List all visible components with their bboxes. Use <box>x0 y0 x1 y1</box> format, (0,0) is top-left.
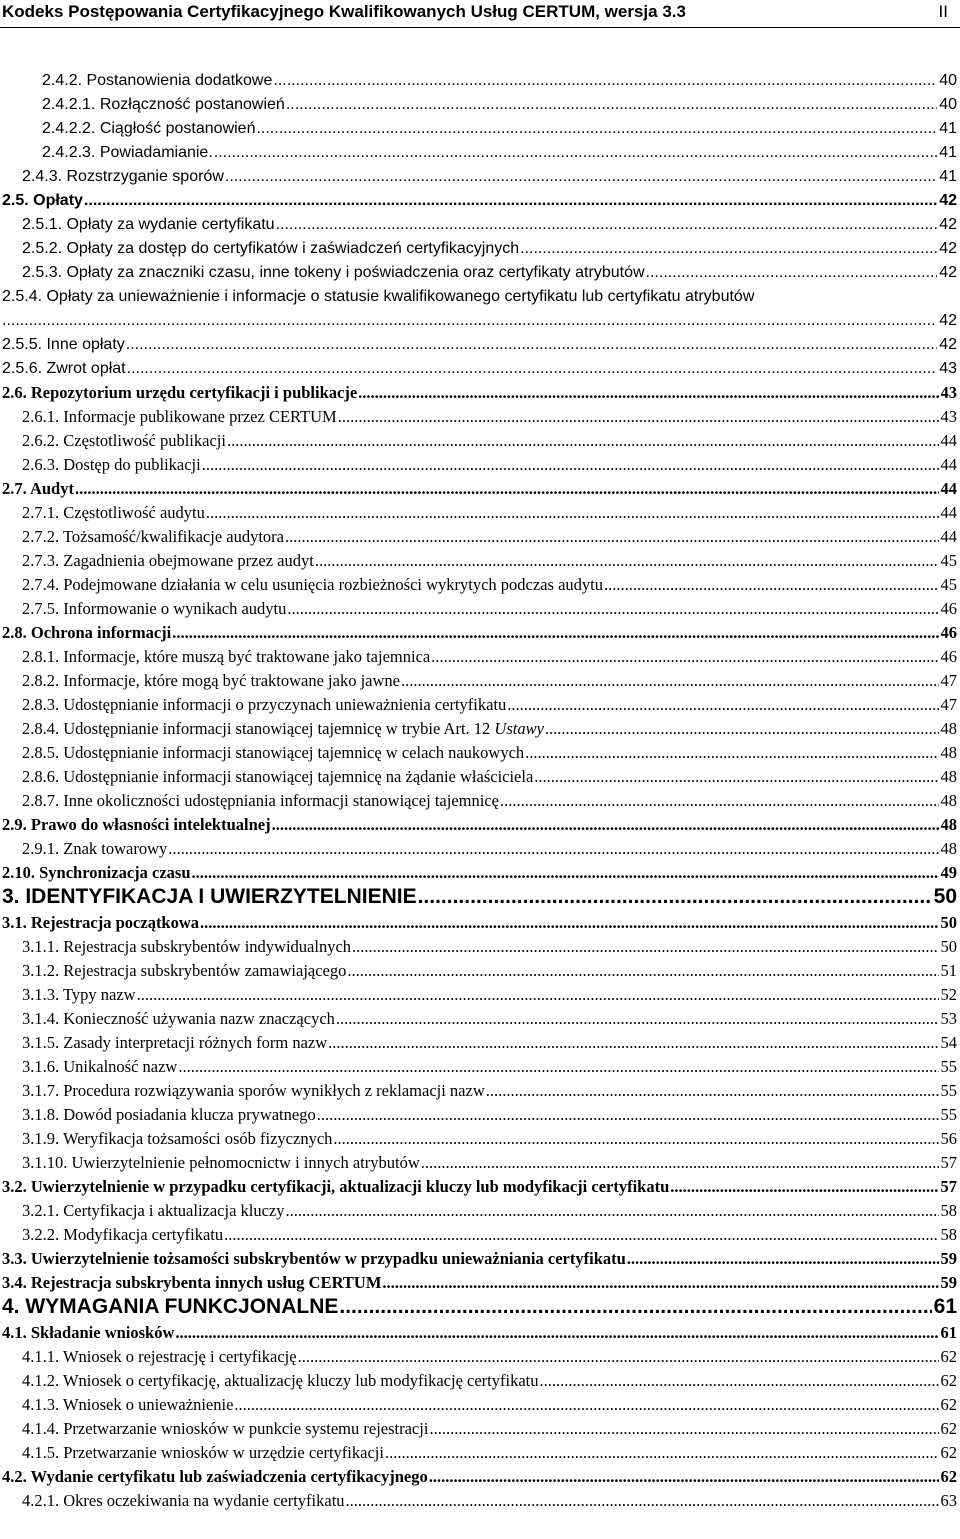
toc-entry-page: 40 <box>939 96 957 113</box>
toc-entry-page: 61 <box>933 1295 957 1318</box>
toc-entry-title: 3.2. Uwierzytelnienie w przypadku certyfikacji, aktualizacji kluczy lub modyfikacji certyfikatu <box>2 1177 670 1196</box>
toc-entry-page: 55 <box>940 1081 957 1100</box>
toc-entry-page: 48 <box>940 743 957 762</box>
dot-leader <box>545 718 939 739</box>
toc-entry[interactable] <box>22 936 957 957</box>
toc-entry-title: 4.2.1. Okres oczekiwania na wydanie certyfikatu <box>22 1491 345 1510</box>
toc-entry-page: 50 <box>940 937 957 956</box>
toc-entry-title: 3.1.6. Unikalność nazw <box>22 1057 178 1076</box>
dot-leader <box>429 1466 939 1487</box>
dot-leader <box>137 984 939 1005</box>
dot-leader <box>431 646 938 667</box>
toc-entry-title: 3.1.4. Konieczność używania nazw znaczących <box>22 1009 335 1028</box>
toc-entry-page: 45 <box>940 575 957 594</box>
toc-entry-title: 4.1.1. Wniosek o rejestrację i certyfikację <box>22 1347 297 1366</box>
toc-entry[interactable] <box>22 550 957 571</box>
dot-leader <box>338 406 939 427</box>
dot-leader <box>401 670 939 691</box>
toc-entry[interactable] <box>42 94 957 115</box>
dot-leader <box>627 1248 939 1269</box>
toc-entry-page: 57 <box>940 1177 957 1196</box>
dot-leader <box>646 262 938 283</box>
dot-leader <box>273 70 937 91</box>
toc-entry-page: 49 <box>940 863 957 882</box>
toc-entry-page: 58 <box>940 1225 957 1244</box>
toc-entry-page: 43 <box>939 360 957 377</box>
dot-leader <box>347 960 938 981</box>
toc-entry[interactable] <box>2 622 957 643</box>
dot-leader <box>429 1418 938 1439</box>
toc-entry[interactable] <box>2 358 957 379</box>
dot-leader <box>670 1176 938 1197</box>
toc-entry-title: 3.1.1. Rejestracja subskrybentów indywidualnych <box>22 937 352 956</box>
toc-entry[interactable] <box>22 718 957 739</box>
dot-leader <box>256 118 937 139</box>
toc-entry-title: 2.5.5. Inne opłaty <box>2 336 125 353</box>
toc-entry-title: 4.1.5. Przetwarzanie wniosków w urzędzie certyfikacji <box>22 1443 384 1462</box>
dot-leader <box>525 742 938 763</box>
toc-entry-page: 43 <box>940 407 957 426</box>
toc-entry-title: 2.4.2.3. Powiadamianie. <box>42 144 213 161</box>
toc-entry[interactable] <box>2 190 957 211</box>
dot-leader <box>276 214 938 235</box>
toc-entry-title: 2.6.1. Informacje publikowane przez CERTUM <box>22 407 337 426</box>
toc-entry[interactable] <box>22 1442 957 1463</box>
toc-entry[interactable] <box>22 1490 957 1511</box>
toc-entry-page: 55 <box>940 1057 957 1076</box>
toc-entry-page: 50 <box>940 913 957 932</box>
dot-leader <box>507 694 938 715</box>
dot-leader <box>285 526 938 547</box>
toc-entry[interactable] <box>42 142 957 163</box>
toc-entry-page: 44 <box>940 431 957 450</box>
toc-entry-title: 3.1.8. Dowód posiadania klucza prywatnego <box>22 1105 316 1124</box>
dot-leader <box>227 430 939 451</box>
toc-entry-page: 42 <box>939 264 957 281</box>
toc-entry-title: 2.6.2. Częstotliwość publikacji <box>22 431 226 450</box>
toc-entry-page: 42 <box>939 312 957 329</box>
toc-entry-title: 4.1.4. Przetwarzanie wniosków w punkcie systemu rejestracji <box>22 1419 429 1438</box>
dot-leader <box>382 1272 938 1293</box>
dot-leader <box>421 1152 939 1173</box>
page-header <box>0 0 960 29</box>
toc-entry-title: 2.7. Audyt <box>2 479 74 498</box>
dot-leader <box>178 1056 938 1077</box>
toc-entry-page: 52 <box>940 985 957 1004</box>
toc-entry-title: 2.5. Opłaty <box>2 192 83 209</box>
toc-entry-title: 3.1. Rejestracja początkowa <box>2 913 200 932</box>
toc-entry-page: 62 <box>940 1467 957 1486</box>
dot-leader <box>75 478 939 499</box>
toc-entry-page: 50 <box>933 885 957 908</box>
toc-entry-page: 62 <box>940 1371 957 1390</box>
toc-entry[interactable] <box>22 1418 957 1439</box>
dot-leader <box>202 454 939 475</box>
toc-entry[interactable] <box>42 118 957 139</box>
toc-entry-title: 2.7.3. Zagadnienia obejmowane przez audyt <box>22 551 314 570</box>
toc-entry-page: 41 <box>939 120 957 137</box>
toc-entry-title: 2.7.4. Podejmowane działania w celu usunięcia rozbieżności wykrytych podczas audytu <box>22 575 603 594</box>
toc-entry-page: 48 <box>940 767 957 786</box>
toc-entry-page: 48 <box>940 839 957 858</box>
toc-entry-title: 2.8.1. Informacje, które muszą być traktowane jako tajemnica <box>22 647 431 666</box>
toc-entry-page: 45 <box>940 551 957 570</box>
toc-entry-italic: Ustawy <box>494 719 544 738</box>
dot-leader <box>126 334 937 355</box>
toc-entry[interactable] <box>22 526 957 547</box>
toc-entry-page: 62 <box>940 1443 957 1462</box>
toc-entry-page: 46 <box>940 647 957 666</box>
toc-entry[interactable] <box>2 1176 957 1197</box>
dot-leader <box>336 1008 939 1029</box>
toc-entry-page: 56 <box>940 1129 957 1148</box>
dot-leader <box>172 622 938 643</box>
toc-entry[interactable] <box>2 310 957 331</box>
toc-entry[interactable] <box>22 238 957 259</box>
toc-entry-page: 55 <box>940 1105 957 1124</box>
dot-leader <box>317 1104 939 1125</box>
dot-leader <box>534 766 938 787</box>
dot-leader <box>287 598 938 619</box>
toc-entry[interactable] <box>22 838 957 859</box>
toc-entry-title: 3.1.2. Rejestracja subskrybentów zamawiającego <box>22 961 347 980</box>
toc-entry-page: 44 <box>940 503 957 522</box>
toc-entry[interactable] <box>22 984 957 1005</box>
dot-leader <box>225 166 937 187</box>
toc-entry[interactable] <box>22 790 957 811</box>
toc-entry-title: 2.8.2. Informacje, które mogą być traktowane jako jawne <box>22 671 400 690</box>
toc-entry[interactable] <box>2 912 957 933</box>
toc-entry[interactable] <box>22 214 957 235</box>
toc-entry-page: 48 <box>940 719 957 738</box>
toc-entry-page: 62 <box>940 1347 957 1366</box>
toc-entry[interactable] <box>22 1056 957 1077</box>
toc-entry-title: 3.1.3. Typy nazw <box>22 985 136 1004</box>
toc-entry-title: 4.1.3. Wniosek o unieważnienie <box>22 1395 234 1414</box>
toc-entry-page: 54 <box>940 1033 957 1052</box>
toc-entry-title: 2.5.3. Opłaty za znaczniki czasu, inne tokeny i poświadczenia oraz certyfikaty atrybutów <box>22 264 645 281</box>
toc-entry[interactable] <box>22 694 957 715</box>
dot-leader <box>168 838 938 859</box>
toc-entry-title: 3. IDENTYFIKACJA I UWIERZYTELNIENIE <box>2 885 417 908</box>
toc-entry-page: 51 <box>940 961 957 980</box>
toc-entry-title: 2.9.1. Znak towarowy <box>22 839 168 858</box>
toc-entry-title: 2.5.1. Opłaty za wydanie certyfikatu <box>22 216 275 233</box>
toc-entry-page: 42 <box>939 216 957 233</box>
header-rule <box>0 27 960 28</box>
toc-entry-title: 4.2. Wydanie certyfikatu lub zaświadczenia certyfikacyjnego <box>2 1467 428 1486</box>
toc-entry[interactable] <box>22 574 957 595</box>
toc-entry-title: 3.3. Uwierzytelnienie tożsamości subskrybentów w przypadku unieważniania certyfikatu <box>2 1249 626 1268</box>
toc-entry[interactable] <box>2 286 957 307</box>
toc-entry-page: 44 <box>940 527 957 546</box>
dot-leader <box>175 1322 938 1343</box>
dot-leader <box>298 1346 939 1367</box>
dot-leader <box>84 190 937 211</box>
toc-entry-title: 2.7.5. Informowanie o wynikach audytu <box>22 599 287 618</box>
dot-leader <box>286 94 937 115</box>
toc-entry-title: 2.8.5. Udostępnianie informacji stanowiącej tajemnicę w celach naukowych <box>22 743 525 762</box>
toc-entry[interactable] <box>22 430 957 451</box>
toc-entry-title: 3.1.7. Procedura rozwiązywania sporów wynikłych z reklamacji nazw <box>22 1081 485 1100</box>
toc-entry[interactable] <box>22 1224 957 1245</box>
toc-entry-page: 46 <box>940 599 957 618</box>
toc-entry-title: 3.2.2. Modyfikacja certyfikatu <box>22 1225 224 1244</box>
toc-entry[interactable] <box>22 646 957 667</box>
toc-entry-page: 46 <box>940 623 957 642</box>
toc-entry[interactable] <box>22 1128 957 1149</box>
toc-entry[interactable] <box>22 1370 957 1391</box>
toc-entry[interactable] <box>22 1032 957 1053</box>
dot-leader <box>2 310 937 331</box>
toc-entry-title: 4.1. Składanie wniosków <box>2 1323 175 1342</box>
toc-entry-title: 2.8.7. Inne okoliczności udostępniania informacji stanowiącej tajemnicę <box>22 791 499 810</box>
toc-entry[interactable] <box>2 884 957 910</box>
toc-entry-title: 2.4.2.2. Ciągłość postanowień <box>42 120 256 137</box>
document-title: Kodeks Postępowania Certyfikacyjnego Kwalifikowanych Usług CERTUM, wersja 3.3 <box>2 2 686 21</box>
toc-entry-page: 62 <box>940 1395 957 1414</box>
dot-leader <box>234 1394 938 1415</box>
toc-entry-page: 42 <box>939 192 957 209</box>
toc-entry[interactable] <box>22 1008 957 1029</box>
toc-entry-page: 40 <box>939 72 957 89</box>
toc-entry[interactable] <box>22 262 957 283</box>
dot-leader <box>486 1080 939 1101</box>
toc-entry-title: 4.1.2. Wniosek o certyfikację, aktualizację kluczy lub modyfikację certyfikatu <box>22 1371 539 1390</box>
dot-leader <box>214 142 937 163</box>
toc-entry-page: 44 <box>940 455 957 474</box>
toc-entry[interactable] <box>2 382 957 403</box>
toc-entry-page: 58 <box>940 1201 957 1220</box>
dot-leader <box>286 1200 939 1221</box>
dot-leader <box>346 1490 939 1511</box>
toc-entry[interactable] <box>22 454 957 475</box>
toc-entry-page: 48 <box>940 815 957 834</box>
toc-entry-title: 2.5.6. Zwrot opłat <box>2 360 126 377</box>
dot-leader <box>604 574 939 595</box>
dot-leader <box>352 936 938 957</box>
toc-entry-title: 2.6.3. Dostęp do publikacji <box>22 455 201 474</box>
toc-entry[interactable] <box>2 334 957 355</box>
toc-entry-page: 44 <box>940 479 957 498</box>
toc-entry-title: 2.8.6. Udostępnianie informacji stanowiącej tajemnicę na żądanie właściciela <box>22 767 534 786</box>
toc-entry-title: 2.7.2. Tożsamość/kwalifikacje audytora <box>22 527 285 546</box>
toc-entry-title: 2.7.1. Częstotliwość audytu <box>22 503 205 522</box>
toc-entry[interactable] <box>22 670 957 691</box>
toc-entry-title: 2.8.4. Udostępnianie informacji stanowiącej tajemnicę w trybie Art. 12 Ustawy <box>22 719 544 738</box>
toc-entry[interactable] <box>22 1104 957 1125</box>
toc-entry-page: 61 <box>940 1323 957 1342</box>
toc-entry-page: 48 <box>940 791 957 810</box>
toc-entry[interactable] <box>22 406 957 427</box>
toc-entry-page: 57 <box>940 1153 957 1172</box>
dot-leader <box>500 790 939 811</box>
toc-entry-page: 47 <box>940 695 957 714</box>
dot-leader <box>358 382 938 403</box>
toc-entry-title: 2.5.4. Opłaty za unieważnienie i informacje o statusie kwalifikowanego certyfikatu lub certyfikatu atrybutów <box>2 288 755 305</box>
toc-entry-title: 3.4. Rejestracja subskrybenta innych usług CERTUM <box>2 1273 382 1292</box>
toc-entry[interactable] <box>2 1248 957 1269</box>
dot-leader <box>206 502 939 523</box>
toc-entry-title: 2.4.2. Postanowienia dodatkowe <box>42 72 273 89</box>
toc-entry-title: 2.8.3. Udostępnianie informacji o przyczynach unieważnienia certyfikatu <box>22 695 507 714</box>
toc-entry-title: 2.8. Ochrona informacji <box>2 623 172 642</box>
dot-leader <box>328 1032 938 1053</box>
toc-entry-title: 2.9. Prawo do własności intelektualnej <box>2 815 271 834</box>
dot-leader <box>339 1294 931 1320</box>
toc-entry-page: 59 <box>940 1249 957 1268</box>
toc-entry[interactable] <box>2 1294 957 1320</box>
dot-leader <box>200 912 938 933</box>
toc-entry[interactable] <box>42 70 957 91</box>
dot-leader <box>127 358 938 379</box>
toc-entry-title: 2.4.2.1. Rozłączność postanowień <box>42 96 285 113</box>
toc-entry[interactable] <box>2 1466 957 1487</box>
toc-entry-title: 3.1.9. Weryfikacja tożsamości osób fizycznych <box>22 1129 333 1148</box>
toc-entry-page: 63 <box>940 1491 957 1510</box>
toc-entry-title: 3.1.5. Zasady interpretacji różnych form nazw <box>22 1033 328 1052</box>
toc-entry[interactable] <box>22 166 957 187</box>
toc-entry-page: 41 <box>939 168 957 185</box>
toc-entry-page: 41 <box>939 144 957 161</box>
toc-entry[interactable] <box>22 1080 957 1101</box>
toc-entry[interactable] <box>22 1394 957 1415</box>
toc-entry-title: 2.10. Synchronizacja czasu <box>2 863 191 882</box>
toc-entry-title: 2.6. Repozytorium urzędu certyfikacji i publikacje <box>2 383 358 402</box>
toc-entry-title: 4. WYMAGANIA FUNKCJONALNE <box>2 1295 339 1318</box>
toc-entry[interactable] <box>2 814 957 835</box>
toc-entry[interactable] <box>22 742 957 763</box>
toc-entry-page: 53 <box>940 1009 957 1028</box>
dot-leader <box>315 550 939 571</box>
toc-entry-page: 59 <box>940 1273 957 1292</box>
toc-entry-title: 2.4.3. Rozstrzyganie sporów <box>22 168 224 185</box>
toc-entry[interactable] <box>22 598 957 619</box>
toc-entry[interactable] <box>2 1272 957 1293</box>
toc-entry[interactable] <box>22 1346 957 1367</box>
toc-entry-title: 3.1.10. Uwierzytelnienie pełnomocnictw i innych atrybutów <box>22 1153 420 1172</box>
dot-leader <box>224 1224 938 1245</box>
toc-entry[interactable] <box>22 960 957 981</box>
toc-entry-page: 62 <box>940 1419 957 1438</box>
dot-leader <box>333 1128 938 1149</box>
dot-leader <box>272 814 939 835</box>
toc-entry-title: 3.2.1. Certyfikacja i aktualizacja kluczy <box>22 1201 285 1220</box>
toc-entry-page: 43 <box>940 383 957 402</box>
toc-entry[interactable] <box>22 502 957 523</box>
toc-entry[interactable] <box>22 766 957 787</box>
dot-leader <box>520 238 937 259</box>
toc-entry[interactable] <box>2 478 957 499</box>
page-number: II <box>938 2 948 21</box>
toc-entry-page: 47 <box>940 671 957 690</box>
toc-entry-page: 42 <box>939 240 957 257</box>
dot-leader <box>540 1370 939 1391</box>
toc-entry-title: 2.5.2. Opłaty za dostęp do certyfikatów i zaświadczeń certyfikacyjnych <box>22 240 520 257</box>
toc-entry[interactable] <box>2 1322 957 1343</box>
toc-entry[interactable] <box>2 862 957 883</box>
toc-entry[interactable] <box>22 1152 957 1173</box>
toc-entry[interactable] <box>22 1200 957 1221</box>
dot-leader <box>418 884 932 910</box>
dot-leader <box>385 1442 939 1463</box>
toc-entry-page: 42 <box>939 336 957 353</box>
dot-leader <box>192 862 939 883</box>
